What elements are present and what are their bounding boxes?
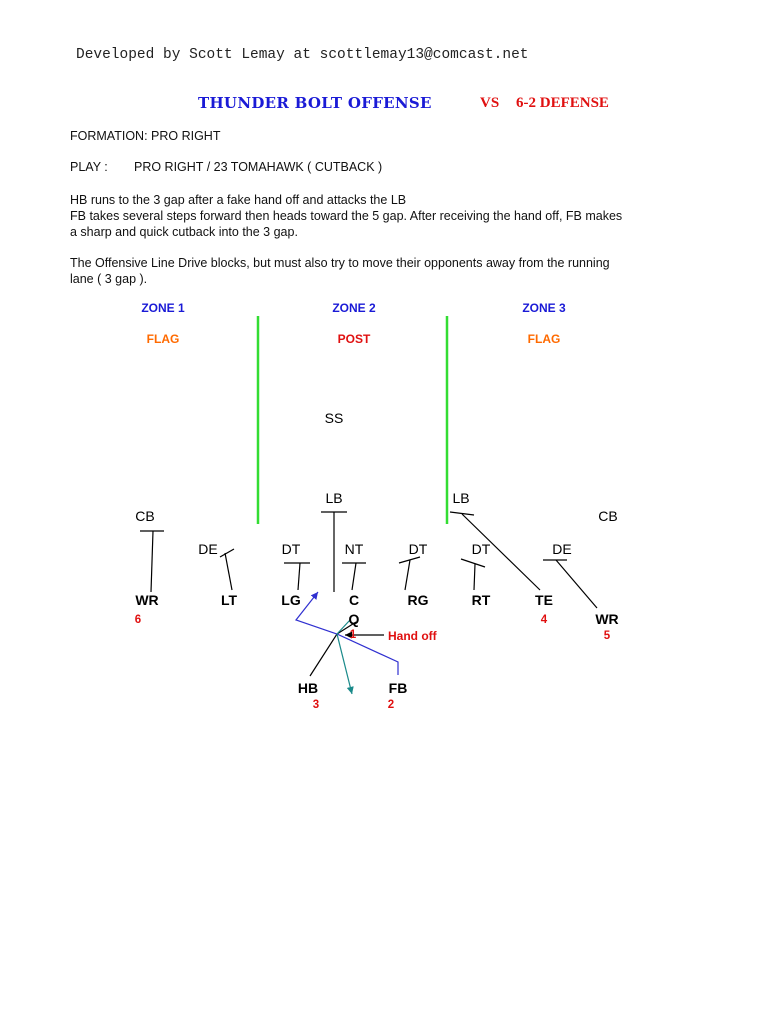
number-wr-left: 6 (134, 614, 142, 626)
fullback: FB (388, 680, 408, 696)
zone-2-route: POST (337, 332, 371, 346)
number-hb: 3 (312, 699, 320, 711)
play-name: PRO RIGHT / 23 TOMAHAWK ( CUTBACK ) (134, 160, 383, 174)
hb-cutback-path (337, 634, 352, 694)
wr-left-route (151, 531, 153, 592)
zone-3-label: ZONE 3 (522, 301, 566, 315)
wide-receiver-left: WR (135, 592, 159, 608)
right-tackle: RT (471, 592, 491, 608)
quarterback: Q (348, 611, 360, 627)
left-tackle: LT (220, 592, 238, 608)
handoff-marker: 1 (349, 629, 357, 641)
defensive-end-right: DE (552, 541, 572, 557)
linebacker-right: LB (452, 490, 470, 506)
zone-2-label: ZONE 2 (332, 301, 376, 315)
safety-ss: SS (324, 410, 344, 426)
defensive-tackle-3: DT (471, 541, 491, 557)
author-credit: Developed by Scott Lemay at scottlemay13@comcast.net (76, 47, 529, 63)
qb-drop-line (310, 634, 337, 676)
nose-tackle: NT (344, 541, 364, 557)
rt-block (474, 564, 475, 590)
de-left-mark (220, 549, 234, 557)
hb-assignment: HB runs to the 3 gap after a fake hand off and attacks the LB (70, 193, 407, 207)
linebacker-left: LB (325, 490, 343, 506)
rg-block (405, 560, 410, 590)
fb-assignment: FB takes several steps forward then heads toward the 5 gap. After receiving the hand off, FB makes a sharp and quick cutback into the 3 gap. (70, 209, 623, 239)
defensive-tackle-2: DT (408, 541, 428, 557)
offense-title: THUNDER BOLT OFFENSE (198, 94, 432, 112)
right-guard: RG (407, 592, 429, 608)
tight-end: TE (535, 592, 553, 608)
fb-path (296, 592, 398, 675)
center: C (348, 592, 360, 608)
handoff-label: Hand off (388, 629, 437, 643)
c-to-nt (352, 563, 356, 590)
number-te: 4 (540, 614, 548, 626)
number-wr-right: 5 (603, 630, 611, 642)
dt-3-mark (461, 559, 485, 567)
cornerback-left: CB (135, 508, 155, 524)
defensive-tackle-1: DT (281, 541, 301, 557)
zone-1-route: FLAG (146, 332, 180, 346)
defense-title: 6-2 DEFENSE (516, 95, 609, 111)
number-fb: 2 (387, 699, 395, 711)
play-label: PLAY : (70, 160, 108, 174)
line-assignment: The Offensive Line Drive blocks, but must also try to move their opponents away from the running lane ( 3 gap ). (70, 256, 610, 286)
blocking-lines (140, 512, 597, 608)
wr-right-block (556, 560, 597, 608)
cornerback-right: CB (598, 508, 618, 524)
vs-label: VS (480, 95, 500, 111)
lg-block (298, 563, 300, 590)
left-guard: LG (281, 592, 301, 608)
formation-text: FORMATION: PRO RIGHT (70, 129, 221, 143)
zone-3-route: FLAG (527, 332, 561, 346)
halfback: HB (297, 680, 319, 696)
wide-receiver-right: WR (595, 611, 619, 627)
zone-1-label: ZONE 1 (141, 301, 185, 315)
lt-block (225, 553, 232, 590)
defensive-end-left: DE (198, 541, 218, 557)
